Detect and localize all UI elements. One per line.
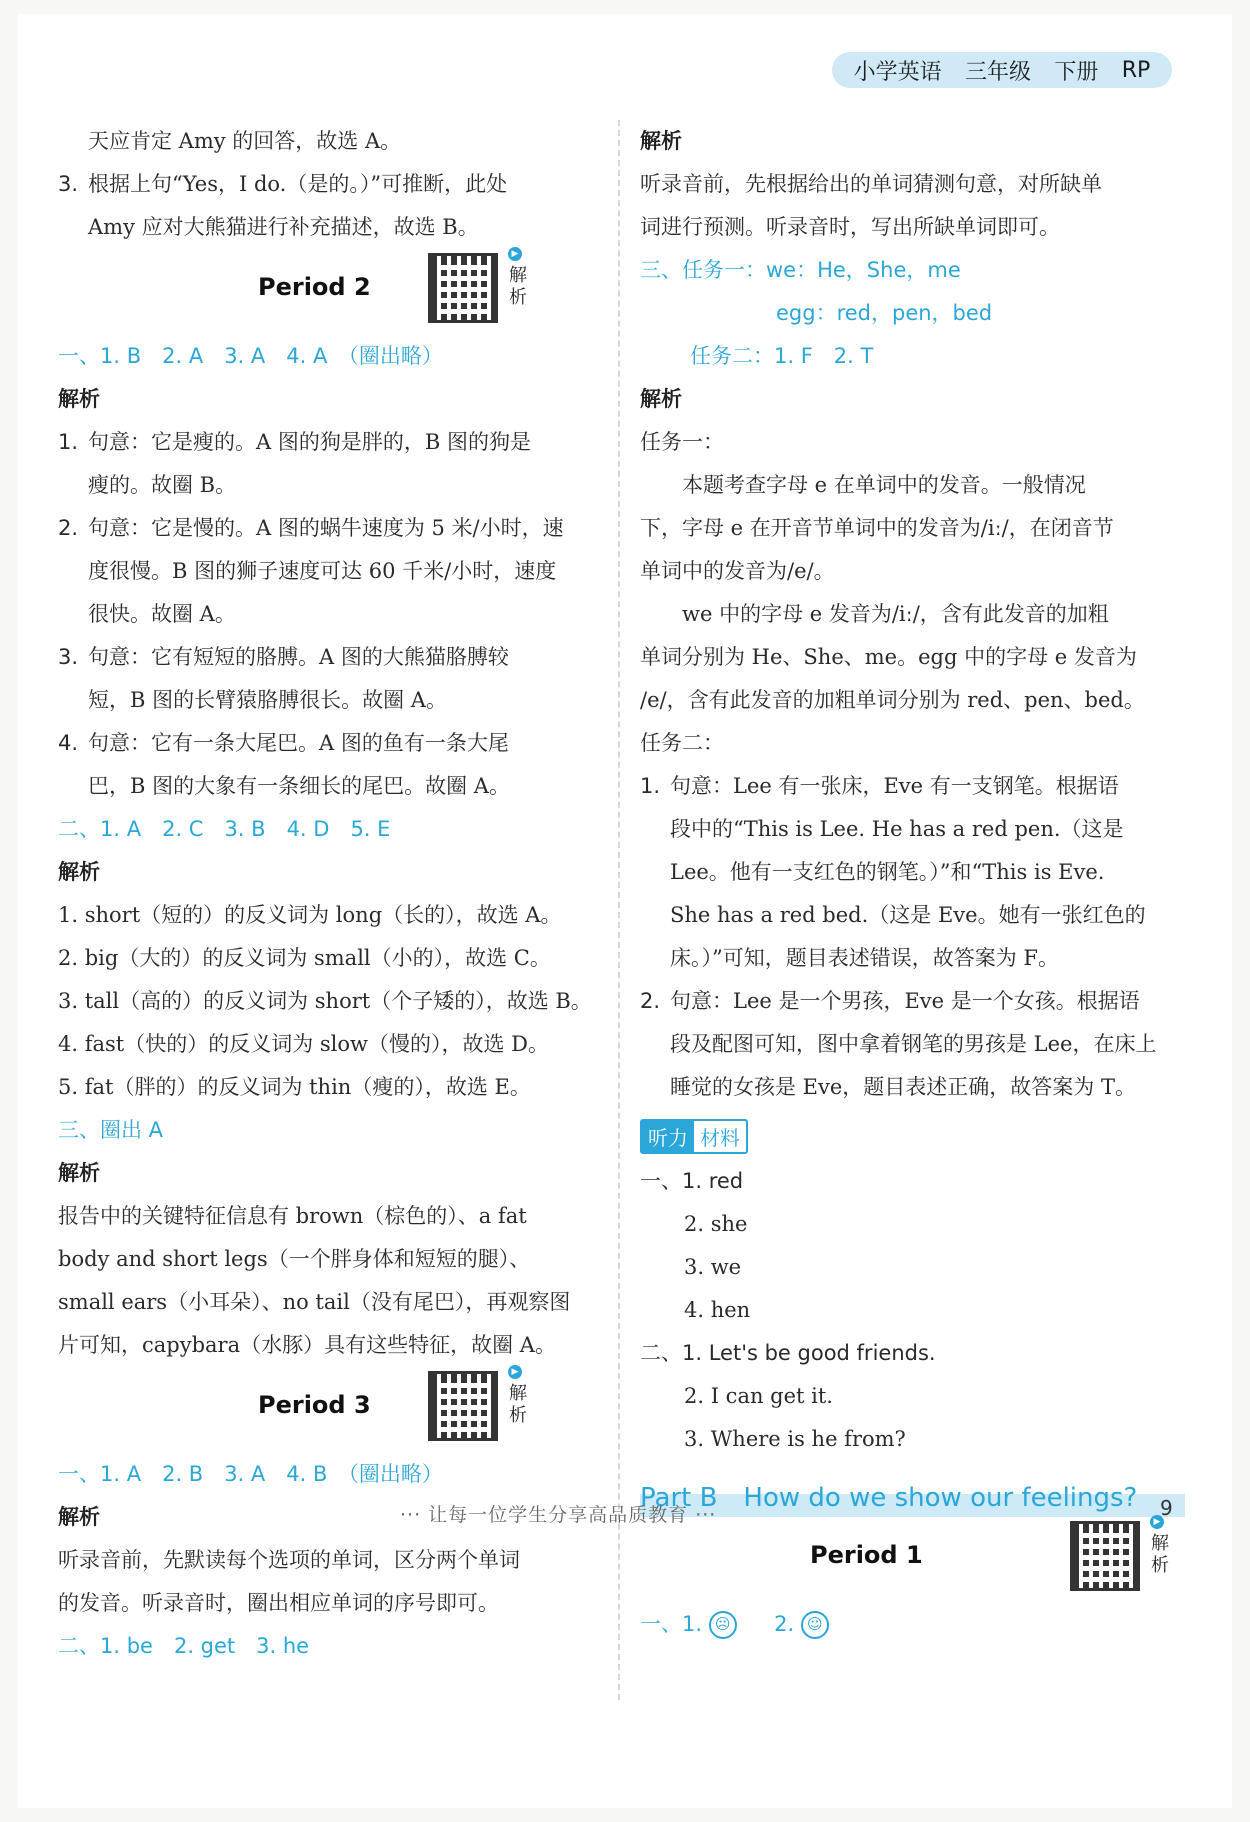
analysis-text: 句意：Lee 是一个男孩，Eve 是一个女孩。根据语 [670,989,1140,1013]
report-text: 报告中的关键特征信息有 brown（棕色的）、a fat [58,1204,527,1228]
task-2-label: 任务二： [640,731,724,755]
antonym-5: 5. fat（胖的）的反义词为 thin（瘦的），故选 E。 [58,1075,531,1099]
header-edition: RP [1121,57,1151,83]
analysis-text: Lee。他有一支红色的钢笔。）”和“This is Eve. [670,860,1105,884]
task-2-item-2 [640,980,1185,1109]
item-number: 1. [640,774,661,798]
item-number: 4. [58,731,79,755]
qr-icon [428,1371,498,1441]
part-b-heading: Part B How do we show our feelings? [640,1479,1185,1517]
analysis-text: 段中的“This is Lee. He has a red pen.（这是 [670,817,1124,841]
analysis-text: 的发音。听录音时，圈出相应单词的序号即可。 [58,1591,499,1615]
period-2-heading [58,249,598,335]
period-3-title: Period 3 [258,1391,371,1419]
play-icon: ▶ [508,247,522,261]
analysis-text: 词进行预测。听录音时，写出所缺单词即可。 [640,215,1060,239]
answer-section-1: 一、1. B 2. A 3. A 4. A （圈出略） [58,344,443,368]
happy-face-icon: ☺ [801,1611,829,1639]
qr-label: 解析 [509,265,527,308]
item-number: 2. [58,516,79,540]
analysis-text: 床。）”可知，题目表述错误，故答案为 F。 [670,946,1059,970]
answer-section-1: 一、1. A 2. B 3. A 4. B （圈出略） [58,1462,443,1486]
task-1-answer: 三、任务一：we：He，She，me [640,258,961,282]
analysis-label: 解析 [58,1505,100,1529]
material-line: 3. we [684,1255,742,1279]
item-number: 3. [58,645,79,669]
task-1-label: 任务一： [640,430,724,454]
answer-2-label: 2. [774,1612,795,1636]
tag-material: 材料 [700,1126,740,1150]
period-3-heading [58,1367,598,1453]
left-column [58,120,598,1668]
intro-item-3 [58,163,598,249]
analysis-text: 句意：它有短短的胳膊。A 图的大熊猫胳膊较 [88,645,509,669]
analysis-text: 单词中的发音为/e/。 [640,559,835,583]
answer-section-2: 二、1. be 2. get 3. he [58,1634,310,1658]
analysis-text: 句意：它是慢的。A 图的蜗牛速度为 5 米/小时，速 [88,516,564,540]
period-1-heading [640,1517,1185,1603]
analysis-text: we 中的字母 e 发音为/iː/，含有此发音的加粗 [682,602,1109,626]
qr-icon [1070,1521,1140,1591]
intro-line-1: 天应肯定 Amy 的回答，故选 A。 [88,129,402,153]
analysis-text: /e/，含有此发音的加粗单词分别为 red、pen、bed。 [640,688,1145,712]
listening-material-tag [640,1119,748,1154]
item-number: 2. [640,989,661,1013]
item-number: 3. [58,172,79,196]
sad-face-icon: ☹ [709,1611,737,1639]
report-text: 片可知，capybara（水豚）具有这些特征，故圈 A。 [58,1333,556,1357]
answer-section-2: 二、1. A 2. C 3. B 4. D 5. E [58,817,391,841]
play-icon: ▶ [508,1365,522,1379]
analysis-text: 睡觉的女孩是 Eve，题目表述正确，故答案为 T。 [670,1075,1136,1099]
header-subject: 小学英语 [853,59,942,85]
answer-faces [640,1603,1185,1646]
analysis-text: 巴，B 图的大象有一条细长的尾巴。故圈 A。 [88,774,510,798]
play-icon: ▶ [1150,1515,1164,1529]
footer-slogan: ··· 让每一位学生分享高品质教育 ··· [400,1504,717,1526]
material-line: 3. Where is he from? [684,1427,906,1451]
material-line: 2. she [684,1212,748,1236]
analysis-item-1 [58,421,598,507]
analysis-text: 听录音前，先默读每个选项的单词，区分两个单词 [58,1548,520,1572]
analysis-text: 本题考查字母 e 在单词中的发音。一般情况 [682,473,1086,497]
antonym-3: 3. tall（高的）的反义词为 short（个子矮的），故选 B。 [58,989,592,1013]
analysis-text: 度很慢。B 图的狮子速度可达 60 千米/小时，速度 [88,559,557,583]
analysis-text: 段及配图可知，图中拿着钢笔的男孩是 Lee，在床上 [670,1032,1157,1056]
analysis-item-2 [58,507,598,636]
analysis-text: 短，B 图的长臂猿胳膊很长。故圈 A。 [88,688,447,712]
material-line: 2. I can get it. [684,1384,833,1408]
analysis-item-3 [58,636,598,722]
analysis-text: 句意：它是瘦的。A 图的狗是胖的，B 图的狗是 [88,430,531,454]
antonym-1: 1. short（短的）的反义词为 long（长的），故选 A。 [58,903,562,927]
task-1-answer-egg: egg：red，pen，bed [776,301,993,325]
report-text: small ears（小耳朵）、no tail（没有尾巴），再观察图 [58,1290,571,1314]
answer-prefix: 一、1. [640,1612,703,1636]
analysis-text: 句意：它有一条大尾巴。A 图的鱼有一条大尾 [88,731,509,755]
intro-line-3: Amy 应对大熊猫进行补充描述，故选 B。 [88,215,479,239]
analysis-label: 解析 [640,129,682,153]
analysis-text: 很快。故圈 A。 [88,602,236,626]
header-volume: 下册 [1054,59,1099,85]
header-badge [832,52,1172,88]
qr-icon [428,253,498,323]
analysis-text: 瘦的。故圈 B。 [88,473,237,497]
page-number: 9 [1160,1496,1173,1520]
material-line: 一、1. red [640,1169,744,1193]
task-2-item-1 [640,765,1185,980]
analysis-text: 听录音前，先根据给出的单词猜测句意，对所缺单 [640,172,1102,196]
right-column [640,120,1185,1646]
analysis-label: 解析 [58,1161,100,1185]
column-divider [618,120,620,1700]
analysis-item-4 [58,722,598,808]
qr-label: 解析 [509,1383,527,1426]
analysis-text: She has a red bed.（这是 Eve。她有一张红色的 [670,903,1146,927]
analysis-label: 解析 [58,387,100,411]
qr-code-period-1[interactable] [1070,1517,1190,1597]
header-grade: 三年级 [965,59,1032,85]
qr-label: 解析 [1151,1533,1169,1576]
material-line: 二、1. Let's be good friends. [640,1341,936,1365]
analysis-text: 单词分别为 He、She、me。egg 中的字母 e 发音为 [640,645,1137,669]
antonym-2: 2. big（大的）的反义词为 small（小的），故选 C。 [58,946,551,970]
analysis-label: 解析 [640,387,682,411]
tag-listening: 听力 [642,1121,694,1152]
intro-line-2: 根据上句“Yes，I do.（是的。）”可推断，此处 [88,172,508,196]
item-number: 1. [58,430,79,454]
qr-code-period-2[interactable] [428,249,548,329]
period-2-title: Period 2 [258,273,371,301]
analysis-text: 句意：Lee 有一张床，Eve 有一支钢笔。根据语 [670,774,1119,798]
task-2-answer: 任务二：1. F 2. T [690,344,874,368]
analysis-text: 下，字母 e 在开音节单词中的发音为/iː/，在闭音节 [640,516,1114,540]
report-text: body and short legs（一个胖身体和短短的腿）、 [58,1247,531,1271]
period-1-title: Period 1 [810,1541,923,1569]
answer-section-3: 三、圈出 A [58,1118,164,1142]
qr-code-period-3[interactable] [428,1367,548,1447]
material-line: 4. hen [684,1298,751,1322]
analysis-label: 解析 [58,860,100,884]
antonym-4: 4. fast（快的）的反义词为 slow（慢的），故选 D。 [58,1032,550,1056]
